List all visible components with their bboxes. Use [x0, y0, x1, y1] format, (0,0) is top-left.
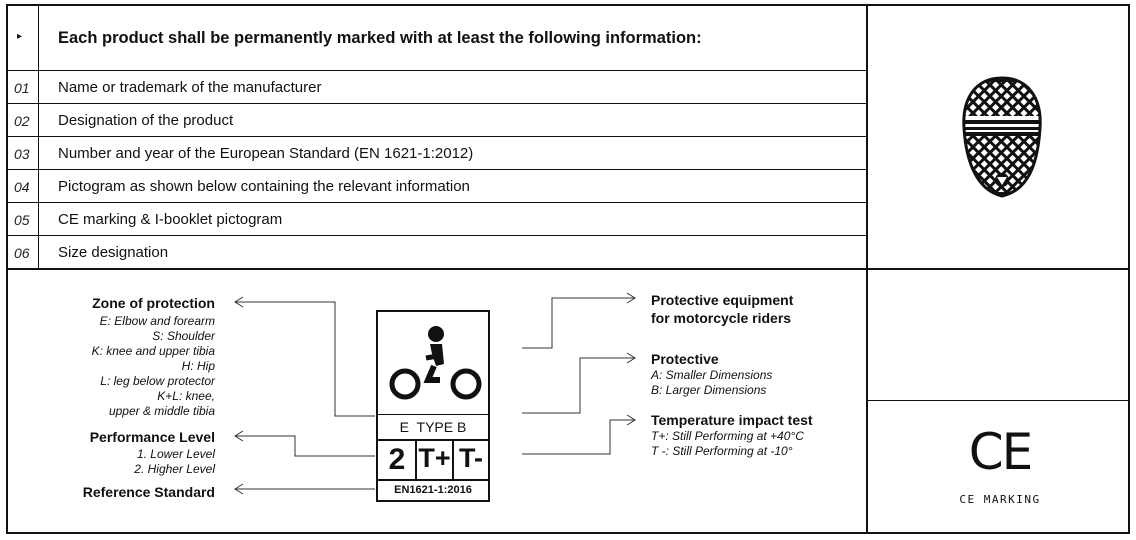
temperature-item: T+: Still Performing at +40°C [651, 429, 804, 443]
row-number: 02 [14, 113, 30, 129]
temperature-title: Temperature impact test [651, 412, 813, 428]
ce-marking-caption: CE MARKING [959, 493, 1041, 506]
pictogram-t-plus: T+ [418, 443, 451, 473]
zone-item: S: Shoulder [152, 329, 215, 343]
zone-item: H: Hip [181, 359, 215, 373]
row-number: 04 [14, 179, 30, 195]
performance-level-title: Performance Level [89, 429, 215, 445]
protective-equipment-line1: Protective equipment [651, 292, 794, 308]
row-number: 03 [14, 146, 30, 162]
pictogram-t-minus: T- [459, 443, 483, 473]
divider-row-1 [6, 103, 867, 104]
bullet-arrow-icon: ▸ [17, 31, 23, 42]
row-text: Name or trademark of the manufacturer [58, 79, 322, 96]
zone-item: L: leg below protector [100, 374, 215, 388]
divider-row-5 [6, 235, 867, 236]
row-number: 01 [14, 80, 30, 96]
reference-standard-title: Reference Standard [82, 484, 215, 500]
zone-item: E: Elbow and forearm [99, 314, 215, 328]
pictogram-level: 2 [388, 443, 406, 476]
row-text: Pictogram as shown below containing the relevant information [58, 178, 470, 195]
row-text: CE marking & I-booklet pictogram [58, 211, 283, 228]
protective-item: A: Smaller Dimensions [651, 368, 773, 382]
divider-row-2 [6, 136, 867, 137]
divider-table-bottom [6, 268, 1130, 270]
protective-equipment-line2: for motorcycle riders [651, 310, 792, 326]
pictogram-level-row [378, 441, 488, 479]
row-number: 06 [14, 245, 30, 261]
zone-item: K: knee and upper tibia [91, 344, 215, 358]
divider-right-lower [867, 400, 1130, 401]
protective-item: B: Larger Dimensions [651, 383, 767, 397]
performance-item: 1. Lower Level [136, 447, 215, 461]
ce-mark-icon: CE [968, 423, 1032, 481]
zone-item: K+L: knee, [157, 389, 215, 403]
performance-item: 2. Higher Level [134, 462, 215, 476]
temperature-item: T -: Still Performing at -10° [651, 444, 793, 458]
divider-row-4 [6, 202, 867, 203]
divider-header [6, 70, 867, 71]
pictogram-type-line: E TYPE B [399, 419, 467, 435]
divider-number-column [38, 4, 39, 270]
ce-pictogram [376, 310, 490, 502]
row-text: Number and year of the European Standard (EN 1621-1:2012) [58, 145, 474, 162]
zone-item: upper & middle tibia [108, 404, 215, 418]
protective-title: Protective [651, 351, 719, 367]
pictogram-standard: EN1621-1:2016 [394, 484, 472, 496]
row-text: Size designation [58, 244, 169, 261]
motorcycle-rider-icon [380, 314, 490, 414]
divider-row-3 [6, 169, 867, 170]
page-title: Each product shall be permanently marked with at least the following information: [58, 29, 702, 47]
zone-of-protection-title: Zone of protection [92, 295, 215, 311]
row-text: Designation of the product [58, 112, 234, 129]
row-number: 05 [14, 212, 30, 228]
